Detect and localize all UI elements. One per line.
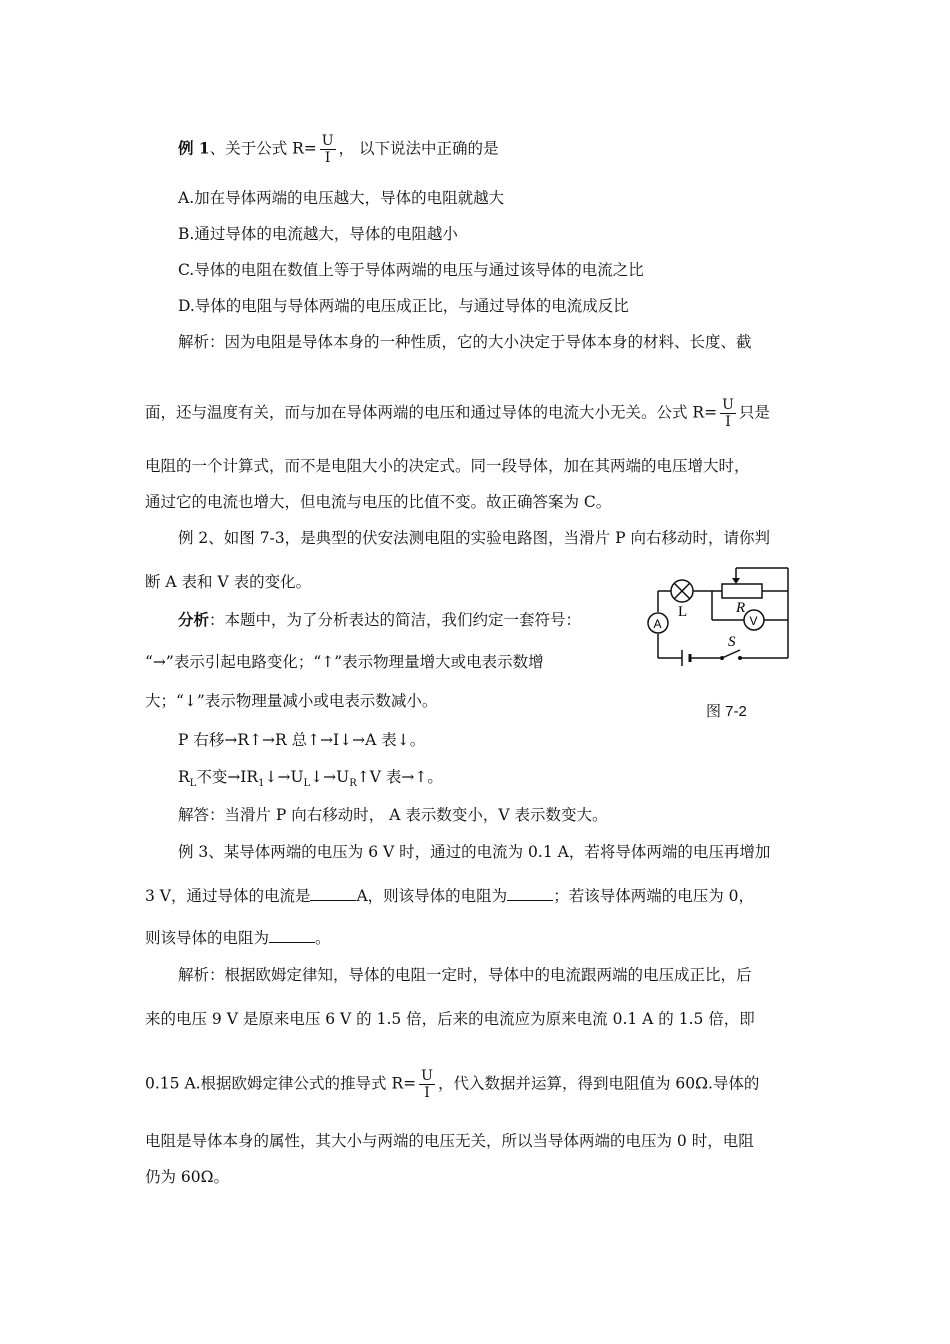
ex2-chain-2: $R_L$不变$\to IR_1↓\to U_L↓\to U_R↑V$ 表→↑。 bbox=[178, 768, 443, 790]
ex1-question: 例 1、关于公式 R= $\frac{U}{I}$ ， 以下说法中正确的是 bbox=[178, 133, 499, 166]
ex3-analysis-line: 0.15 A.根据欧姆定律公式的推导式 R= $\frac{U}{I}$ ，代入数据并运算，得到电阻值为 60Ω.导体的 bbox=[145, 1068, 760, 1101]
ex2-question: 断 A 表和 V 表的变化。 bbox=[145, 573, 312, 591]
formula-fraction: $\frac{U}{I}$ bbox=[321, 133, 334, 166]
ex2-analysis-line: 大；“↓”表示物理量减小或电表示数减小。 bbox=[145, 692, 438, 710]
ex3-question: 则该导体的电阻为 。 bbox=[145, 929, 331, 947]
ex1-analysis-line: 解析：因为电阻是导体本身的一种性质，它的大小决定于导体本身的材料、长度、截 bbox=[178, 333, 752, 351]
ammeter-icon bbox=[648, 613, 668, 633]
ex3-analysis-line: 解析：根据欧姆定律知，导体的电阻一定时，导体中的电流跟两端的电压成正比，后 bbox=[178, 966, 752, 984]
ex1-title: 例 1 bbox=[178, 138, 210, 158]
voltmeter-label: V bbox=[749, 614, 758, 628]
ammeter-label: A bbox=[653, 617, 662, 631]
ex1-analysis-line: 面，还与温度有关，而与加在导体两端的电压和通过导体的电流大小无关。公式 R= $\frac{U}{I}$ 只是 bbox=[145, 397, 770, 430]
ex2-answer: 解答：当滑片 P 向右移动时， A 表示数变小，V 表示数变大。 bbox=[178, 806, 608, 824]
ex2-analysis: 分析：本题中，为了分析表达的简洁，我们约定一套符号： bbox=[178, 610, 582, 629]
ex3-question: 例 3、某导体两端的电压为 6 V 时，通过的电流为 0.1 A，若将导体两端的电压再增加 bbox=[178, 843, 771, 861]
answer-blank[interactable] bbox=[310, 886, 356, 901]
ex1-option-c: C.导体的电阻在数值上等于导体两端的电压与通过该导体的电流之比 bbox=[178, 261, 644, 279]
ex3-analysis-line: 来的电压 9 V 是原来电压 6 V 的 1.5 倍，后来的电流应为原来电流 0.1 A 的 1.5 倍，即 bbox=[145, 1010, 755, 1028]
figure-caption: 图 7-2 bbox=[706, 703, 747, 720]
ex3-analysis-line: 电阻是导体本身的属性，其大小与两端的电压无关，所以当导体两端的电压为 0 时，电阻 bbox=[145, 1132, 754, 1150]
circuit-diagram bbox=[640, 560, 800, 670]
switch-icon bbox=[720, 650, 742, 660]
slider-arrow-icon bbox=[732, 578, 740, 584]
ex3-analysis-line: 仍为 60Ω。 bbox=[145, 1168, 230, 1186]
ex1-analysis-line: 通过它的电流也增大，但电流与电压的比值不变。故正确答案为 C。 bbox=[145, 493, 612, 511]
ex2-question: 例 2、如图 7-3，是典型的伏安法测电阻的实验电路图，当滑片 P 向右移动时，请你判 bbox=[178, 529, 770, 547]
formula-fraction: $\frac{U}{I}$ bbox=[722, 397, 734, 430]
ex1-option-a: A.加在导体两端的电压越大，导体的电阻就越大 bbox=[178, 189, 505, 207]
answer-blank[interactable] bbox=[269, 928, 315, 943]
battery-icon bbox=[682, 650, 690, 666]
formula-fraction: $\frac{U}{I}$ bbox=[421, 1068, 433, 1101]
ex2-analysis-line: “→”表示引起电路变化；“↑”表示物理量增大或电表示数增 bbox=[145, 653, 544, 671]
switch-label: S bbox=[728, 634, 736, 650]
ex1-analysis-line: 电阻的一个计算式，而不是电阻大小的决定式。同一段导体，加在其两端的电压增大时， bbox=[145, 457, 750, 475]
ex2-analysis-label: 分析 bbox=[178, 610, 210, 629]
answer-blank[interactable] bbox=[507, 886, 553, 901]
lamp-icon bbox=[671, 580, 693, 602]
voltmeter-icon bbox=[744, 610, 764, 630]
ex2-chain-1: P 右移→R↑→R 总↑→I↓→A 表↓。 bbox=[178, 731, 426, 749]
resistor-label: R bbox=[736, 600, 746, 616]
ex1-option-d: D.导体的电阻与导体两端的电压成正比，与通过导体的电流成反比 bbox=[178, 297, 629, 315]
lamp-label: L bbox=[678, 604, 688, 620]
ex1-option-b: B.通过导体的电流越大，导体的电阻越小 bbox=[178, 225, 458, 243]
ex3-question: 3 V，通过导体的电流是 A，则该导体的电阻为 ；若该导体两端的电压为 0， bbox=[145, 887, 754, 905]
